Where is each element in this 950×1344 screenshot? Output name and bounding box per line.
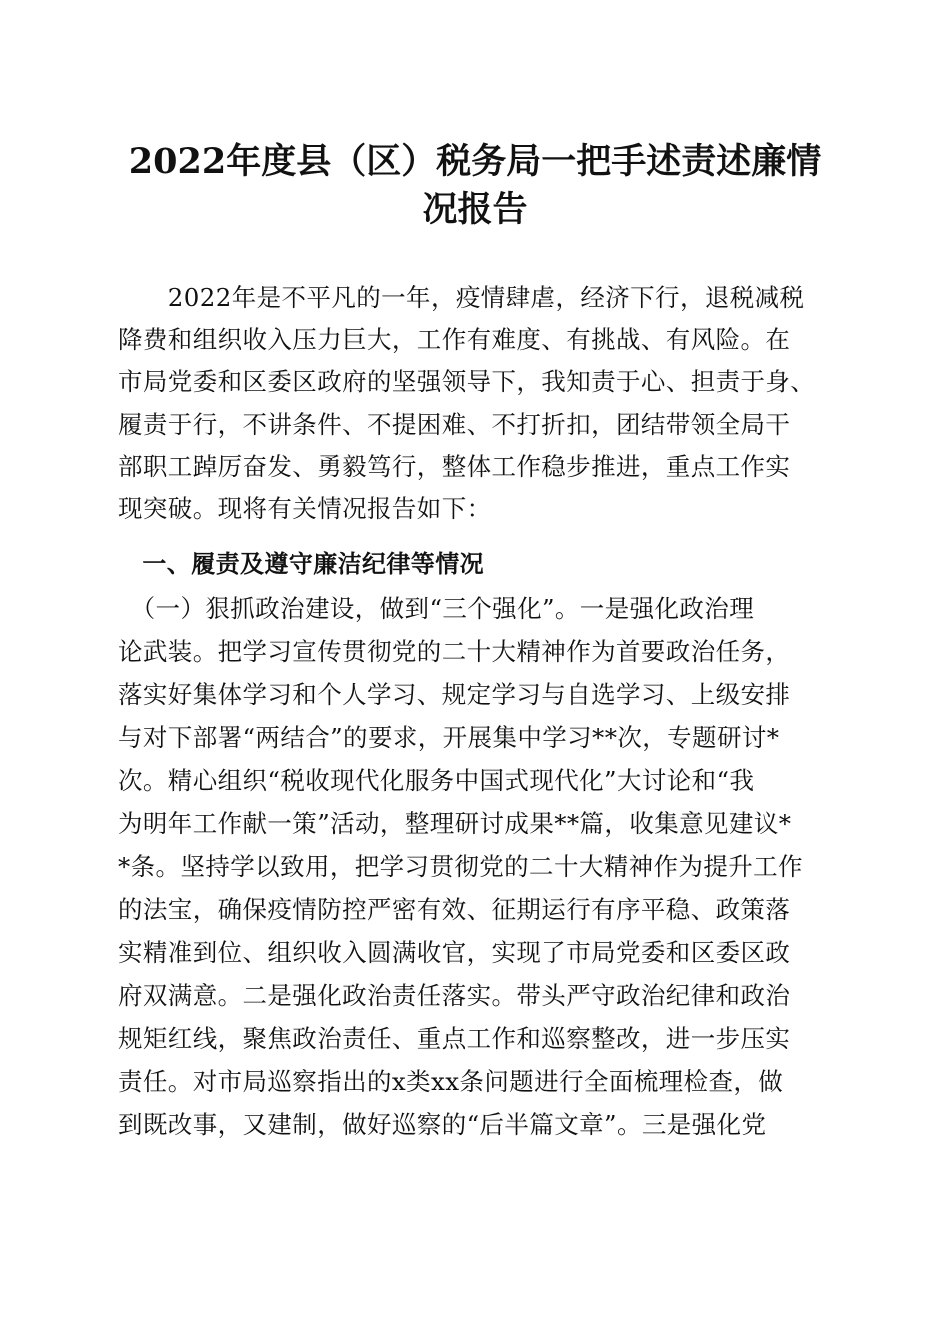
body-line-16: 实精准到位、组织收入圆满收官，实现了市局党委和区委区政 xyxy=(118,938,791,967)
body-line-10: 落实好集体学习和个人学习、规定学习与自选学习、上级安排 xyxy=(118,680,791,709)
body-line-17: 府双满意。二是强化政治责任落实。带头严守政治纪律和政治 xyxy=(118,981,791,1010)
body-line-3: 市局党委和区委区政府的坚强领导下，我知责于心、担责于身、 xyxy=(118,367,816,396)
document-title-line-1: 2022年度县（区）税务局一把手述责述廉情 xyxy=(128,141,822,182)
body-line-6: 现突破。现将有关情况报告如下： xyxy=(118,494,492,523)
body-line-19: 责任。对市局巡察指出的x类xx条问题进行全面梳理检查，做 xyxy=(118,1067,784,1096)
body-line-5: 部职工踔厉奋发、勇毅笃行，整体工作稳步推进，重点工作实 xyxy=(118,452,791,481)
body-line-13: 为明年工作献一策”活动，整理研讨成果**篇，收集意见建议* xyxy=(118,809,792,838)
body-line-12: 次。精心组织“税收现代化服务中国式现代化”大讨论和“我 xyxy=(118,766,755,795)
body-line-11: 与对下部署“两结合”的要求，开展集中学习**次，专题研讨* xyxy=(118,723,780,752)
body-line-9: 论武装。把学习宣传贯彻党的二十大精神作为首要政治任务， xyxy=(118,637,791,666)
body-line-18: 规矩红线，聚焦政治责任、重点工作和巡察整改，进一步压实 xyxy=(118,1024,791,1053)
body-line-15: 的法宝，确保疫情防控严密有效、征期运行有序平稳、政策落 xyxy=(118,895,791,924)
body-line-8: （一）狠抓政治建设，做到“三个强化”。一是强化政治理 xyxy=(118,594,755,623)
body-line-2: 降费和组织收入压力巨大，工作有难度、有挑战、有风险。在 xyxy=(118,325,791,354)
body-line-4: 履责于行，不讲条件、不提困难、不打折扣，团结带领全局干 xyxy=(118,410,791,439)
body-line-1: 2022年是不平凡的一年，疫情肆虐，经济下行，退税减税 xyxy=(118,283,805,312)
body-line-20: 到既改事，又建制，做好巡察的“后半篇文章”。三是强化党 xyxy=(118,1110,767,1139)
body-line-14: *条。坚持学以致用，把学习贯彻党的二十大精神作为提升工作 xyxy=(118,852,803,881)
section-heading-1: 一、履责及遵守廉洁纪律等情况 xyxy=(118,550,484,578)
document-title-line-2: 况报告 xyxy=(422,189,528,230)
